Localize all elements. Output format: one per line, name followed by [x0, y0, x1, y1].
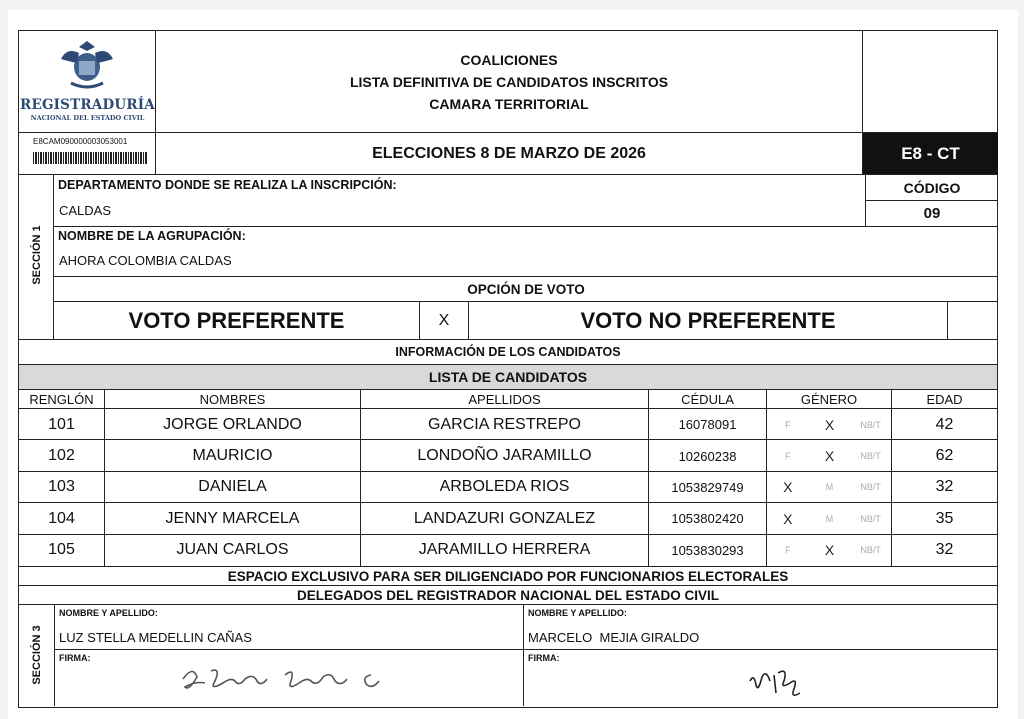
- candidates-info-label: INFORMACIÓN DE LOS CANDIDATOS: [18, 340, 998, 365]
- edad-cell: 42: [935, 415, 954, 433]
- voto-no-preferente-mark: [947, 302, 998, 339]
- gender-option-nbt: NB/T: [850, 503, 892, 534]
- dept-value: CALDAS: [59, 203, 112, 218]
- title-cell: [156, 31, 863, 133]
- delegate-1: [55, 605, 524, 706]
- col-genero: GÉNERO: [767, 390, 892, 409]
- candidate-rows: [19, 409, 997, 566]
- apellidos-cell: LONDOÑO JARAMILLO: [361, 440, 649, 471]
- edad-cell: 35: [935, 509, 954, 527]
- apellidos-cell: LANDAZURI GONZALEZ: [361, 503, 649, 534]
- cedula-cell: 1053829749: [649, 472, 767, 503]
- cedula-cell: 16078091: [649, 409, 767, 440]
- nombres-cell: JENNY MARCELA: [105, 503, 361, 534]
- divider: [54, 226, 998, 227]
- voto-preferente-label: VOTO PREFERENTE: [128, 307, 345, 333]
- section3-label: SECCIÓN 3: [31, 625, 43, 685]
- col-apellidos: APELLIDOS: [361, 390, 649, 409]
- gender-mark: X: [824, 448, 835, 465]
- barcode-cell: [19, 133, 156, 174]
- renglon-cell: 101: [19, 409, 105, 440]
- cedula-cell: 1053830293: [649, 535, 767, 566]
- code-value: 09: [923, 204, 941, 222]
- table-row: [19, 472, 997, 503]
- code-cell: [865, 175, 998, 227]
- col-cedula: CÉDULA: [649, 390, 767, 409]
- gender-option-m: M: [825, 482, 834, 493]
- cedula-cell: 1053802420: [649, 503, 767, 534]
- delegates-label: DELEGADOS DEL REGISTRADOR NACIONAL DEL ESTADO CIVIL: [18, 586, 998, 605]
- delegate-2-name: MARCELO MEJIA GIRALDO: [528, 630, 700, 645]
- delegate-1-name-label: NOMBRE Y APELLIDO:: [59, 608, 158, 618]
- gender-mark: X: [824, 416, 835, 433]
- group-label: NOMBRE DE LA AGRUPACIÓN:: [58, 229, 246, 243]
- divider: [55, 649, 523, 650]
- gender-option-f: F: [785, 419, 791, 430]
- voto-preferente-mark: X: [419, 302, 469, 339]
- renglon-cell: 102: [19, 440, 105, 471]
- delegate-2-signature: [744, 659, 824, 703]
- table-row: [19, 440, 997, 471]
- nombres-cell: DANIELA: [105, 472, 361, 503]
- renglon-cell: 105: [19, 535, 105, 566]
- logo-cell: [19, 31, 156, 133]
- barcode-id: E8CAM090000003053001: [33, 137, 128, 146]
- table-row: [19, 409, 997, 440]
- divider: [524, 649, 997, 650]
- delegate-2: [524, 605, 997, 706]
- edad-cell: 62: [935, 447, 954, 465]
- gender-mark: X: [783, 510, 793, 527]
- dept-label: DEPARTAMENTO DONDE SE REALIZA LA INSCRIPCIÓN:: [58, 178, 397, 192]
- gender-option-m: M: [825, 513, 834, 524]
- logo-text: REGISTRADURÍA: [20, 97, 155, 113]
- delegate-1-name: LUZ STELLA MEDELLIN CAÑAS: [59, 630, 252, 645]
- renglon-cell: 103: [19, 472, 105, 503]
- form-sheet: [8, 10, 1018, 719]
- col-edad: EDAD: [892, 390, 997, 409]
- table-row: [19, 503, 997, 534]
- election-date: ELECCIONES 8 DE MARZO DE 2026: [156, 133, 863, 174]
- apellidos-cell: ARBOLEDA RIOS: [361, 472, 649, 503]
- title-line-3: CAMARA TERRITORIAL: [429, 95, 589, 112]
- gender-mark: X: [783, 479, 793, 496]
- delegate-1-signature-label: FIRMA:: [59, 653, 91, 663]
- section1-label: SECCIÓN 1: [31, 225, 43, 285]
- col-renglon: RENGLÓN: [19, 390, 105, 409]
- apellidos-cell: JARAMILLO HERRERA: [361, 535, 649, 566]
- renglon-cell: 104: [19, 503, 105, 534]
- col-nombres: NOMBRES: [105, 390, 361, 409]
- group-value: AHORA COLOMBIA CALDAS: [59, 253, 232, 268]
- delegate-2-name-label: NOMBRE Y APELLIDO:: [528, 608, 627, 618]
- gender-option-nbt: NB/T: [850, 535, 892, 566]
- title-line-1: COALICIONES: [460, 51, 558, 68]
- voto-no-preferente-label: VOTO NO PREFERENTE: [580, 307, 836, 333]
- nombres-cell: JUAN CARLOS: [105, 535, 361, 566]
- barcode: [33, 152, 147, 164]
- logo-subtext: NACIONAL DEL ESTADO CIVIL: [30, 114, 145, 122]
- blank-header-cell: [863, 31, 997, 133]
- nombres-cell: JORGE ORLANDO: [105, 409, 361, 440]
- nombres-cell: MAURICIO: [105, 440, 361, 471]
- candidates-list-label: LISTA DE CANDIDATOS: [18, 365, 998, 390]
- exclusive-label: ESPACIO EXCLUSIVO PARA SER DILIGENCIADO POR FUNCIONARIOS ELECTORALES: [18, 567, 998, 586]
- delegate-2-signature-label: FIRMA:: [528, 653, 560, 663]
- gender-option-f: F: [785, 545, 791, 556]
- candidates-table: [18, 390, 998, 567]
- coat-of-arms-icon: [57, 41, 117, 93]
- section3-box: [18, 605, 998, 708]
- vote-option-label: OPCIÓN DE VOTO: [467, 281, 585, 297]
- form-code-badge: E8 - CT: [863, 133, 998, 174]
- cedula-cell: 10260238: [649, 440, 767, 471]
- gender-option-nbt: NB/T: [850, 440, 892, 471]
- table-row: [19, 535, 997, 566]
- edad-cell: 32: [935, 541, 954, 559]
- gender-option-nbt: NB/T: [850, 409, 892, 440]
- edad-cell: 32: [935, 478, 954, 496]
- gender-option-f: F: [785, 451, 791, 462]
- gender-option-nbt: NB/T: [850, 472, 892, 503]
- apellidos-cell: GARCIA RESTREPO: [361, 409, 649, 440]
- title-line-2: LISTA DEFINITIVA DE CANDIDATOS INSCRITOS: [349, 73, 669, 90]
- code-label: CÓDIGO: [866, 175, 998, 201]
- delegate-1-signature: [175, 657, 395, 701]
- gender-mark: X: [824, 542, 835, 559]
